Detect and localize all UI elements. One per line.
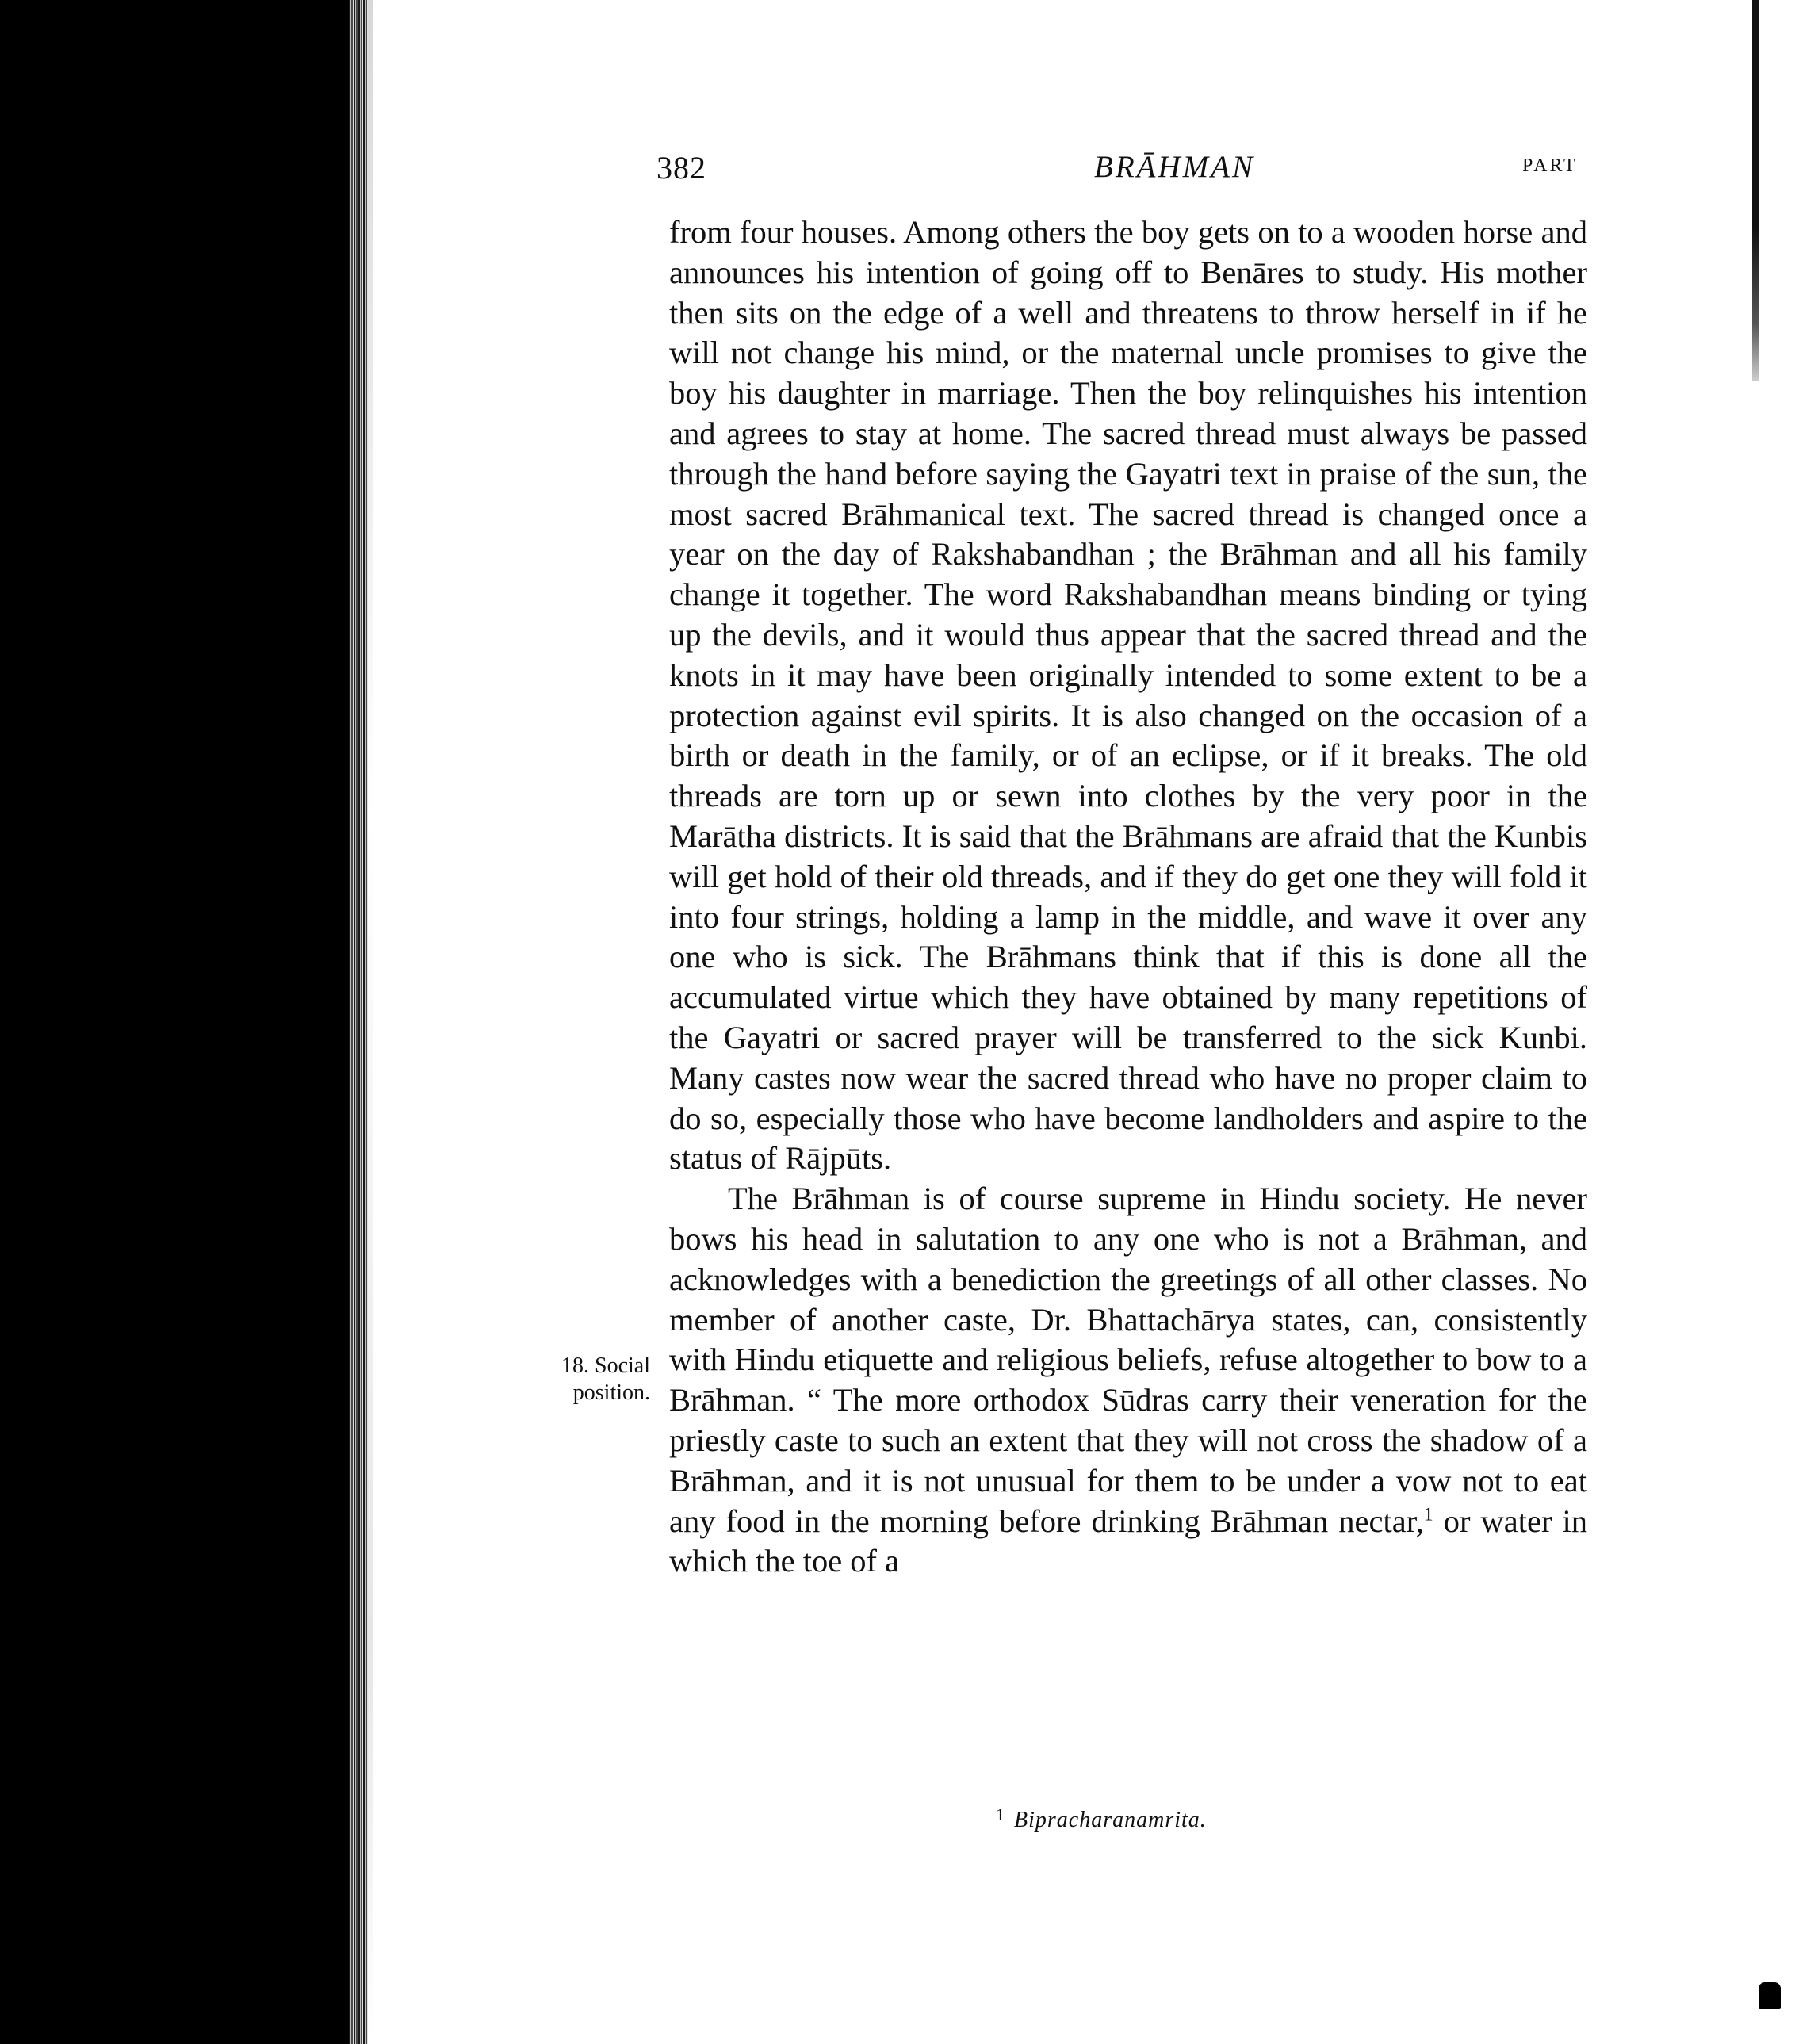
paragraph-social-position-tail: or water in which the toe of a [669, 1502, 1587, 1579]
paragraph-continuation: from four houses. Among others the boy gets on to a wooden horse and announces his intention of going off to Benāres to study. His mother then sits on the edge of a well and threatens to throw herself in if he will not change his mind, or the maternal uncle promises to give the boy his daughter in marriage. Then the boy relinquishes his intention and agrees to stay at home. The sacred thread must always be passed through the hand before saying the Gayatri text in praise of the sun, the most sacred Brāhmanical text. The sacred thread is changed once a year on the day of Rakshabandhan ; the Brāhman and all his family change it together. The word Rakshabandhan means binding or tying up the devils, and it would thus appear that the sacred thread and the knots in it may have been originally intended to some extent to be a protection against evil spirits. It is also changed on the occasion of a birth or death in the family, or of an eclipse, or if it breaks. The old threads are torn up or sewn into clothes by the very poor in the Marātha districts. It is said that the Brāhmans are afraid that the Kunbis will get hold of their old threads, and if they do get one they will fold it into four strings, holding a lamp in the middle, and wave it over any one who is sick. The Brāhmans think that if this is done all the accumulated virtue which they have obtained by many repetitions of the Gayatri or sacred prayer will be transferred to the sick Kunbi. Many castes now wear the sacred thread who have no proper claim to do so, especially those who have become landholders and aspire to the status of Rājpūts. [669, 214, 1587, 1177]
scan-corner-artifact [1759, 1982, 1781, 2009]
binding-highlight [368, 0, 373, 2044]
paragraph-social-position-text: The Brāhman is of course supreme in Hindu society. He never bows his head in salutation to any one who is not a Brāhman, and acknowledges with a benediction the greetings of all other classes. No member of another caste, Dr. Bhattachārya states, can, consistently with Hindu etiquette and religious beliefs, refuse altogether to bow to a Brāhman. “ The more orthodox Sūdras carry their veneration for the priestly caste to such an extent that they will not cross the shadow of a Brāhman, and it is not unusual for them to be under a vow not to eat any food in the morning before drinking Brāhman nectar, [669, 1181, 1587, 1539]
page-number: 382 [656, 150, 706, 186]
paragraph-social-position [669, 1179, 1587, 1582]
body-text [669, 212, 1587, 1582]
footnote-marker: 1 [996, 1805, 1005, 1824]
margin-note-label: position. [572, 1380, 650, 1405]
footnote-text: Bipracharanamrita. [1014, 1808, 1207, 1832]
running-part-label: PART [1522, 155, 1578, 176]
running-head [0, 149, 1795, 192]
binding-edge [349, 0, 368, 2044]
footnote-reference: 1 [1423, 1504, 1433, 1525]
running-title: BRĀHMAN [1094, 150, 1255, 184]
margin-note [533, 1353, 650, 1407]
binding-shadow [0, 0, 349, 2044]
margin-note-number: 18. Social [561, 1353, 650, 1378]
